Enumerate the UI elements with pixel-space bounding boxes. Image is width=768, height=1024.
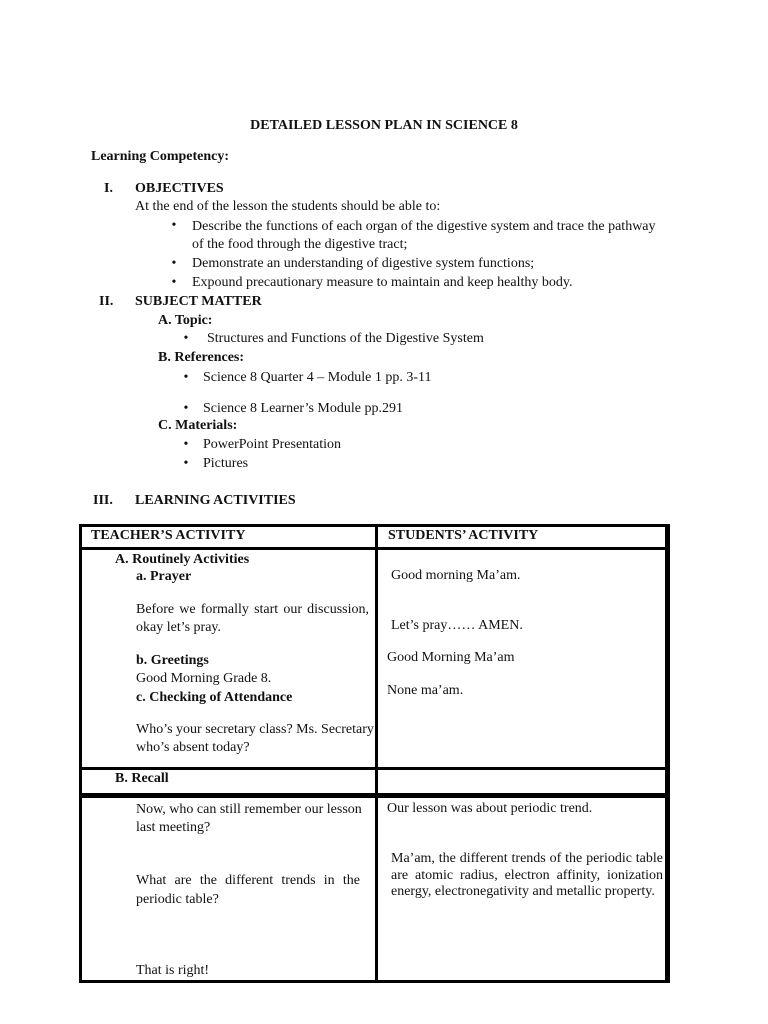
objective-item: Describe the functions of each organ of the digestive system and trace the pathway of the food through the digestive tract; (192, 219, 656, 252)
reference-item: Science 8 Quarter 4 – Module 1 pp. 3-11 (203, 370, 432, 385)
table-divider (79, 767, 670, 770)
materials-label: C. Materials: (158, 418, 238, 433)
teacher-header: TEACHER’S ACTIVITY (91, 528, 246, 543)
activities-number: III. (93, 493, 113, 508)
bullet-icon: • (183, 456, 189, 471)
table-divider (79, 793, 670, 798)
table-divider (665, 524, 668, 983)
routine-label: A. Routinely Activities (115, 552, 250, 567)
material-item: Pictures (203, 456, 249, 471)
attendance-label: c. Checking of Attendance (136, 690, 293, 705)
topic-item: Structures and Functions of the Digestive System (207, 331, 484, 346)
material-item: PowerPoint Presentation (203, 437, 342, 452)
prayer-text: Before we formally start our discussion, okay let’s pray. (136, 602, 369, 635)
competency-label: Learning Competency: (91, 149, 230, 164)
bullet-icon: • (183, 370, 189, 385)
bullet-icon: • (171, 218, 177, 233)
greetings-label: b. Greetings (136, 653, 209, 668)
table-divider (79, 547, 670, 550)
topic-label: A. Topic: (158, 313, 213, 328)
attendance-text: Who’s your secretary class? Ms. Secretary who’s absent today? (136, 722, 374, 755)
student-header: STUDENTS’ ACTIVITY (388, 528, 539, 543)
bullet-icon: • (183, 331, 189, 346)
recall-feedback: That is right! (136, 963, 210, 978)
student-response: Good Morning Ma’am (387, 650, 515, 665)
subject-number: II. (99, 294, 114, 309)
objectives-heading: OBJECTIVES (135, 181, 224, 196)
recall-label: B. Recall (115, 771, 169, 786)
activities-heading: LEARNING ACTIVITIES (135, 493, 296, 508)
student-response: None ma’am. (387, 683, 464, 698)
bullet-icon: • (183, 401, 189, 416)
greetings-text: Good Morning Grade 8. (136, 671, 272, 686)
page-title: DETAILED LESSON PLAN IN SCIENCE 8 (250, 118, 518, 133)
bullet-icon: • (171, 275, 177, 290)
reference-item: Science 8 Learner’s Module pp.291 (203, 401, 403, 416)
references-label: B. References: (158, 350, 245, 365)
bullet-icon: • (183, 437, 189, 452)
student-response: Ma’am, the different trends of the periodic table are atomic radius, electron affinity, ionization energy, electronegativity and metallic property. (391, 851, 663, 899)
objectives-intro: At the end of the lesson the students should be able to: (135, 199, 441, 214)
objectives-number: I. (104, 181, 113, 196)
prayer-label: a. Prayer (136, 569, 192, 584)
objective-item: Expound precautionary measure to maintain and keep healthy body. (192, 275, 573, 290)
subject-heading: SUBJECT MATTER (135, 294, 262, 309)
student-response: Our lesson was about periodic trend. (387, 801, 593, 816)
recall-question: What are the different trends in the periodic table? (136, 873, 360, 907)
student-response: Good morning Ma’am. (391, 568, 521, 583)
bullet-icon: • (171, 256, 177, 271)
student-response: Let’s pray…… AMEN. (391, 618, 523, 633)
recall-question: Now, who can still remember our lesson last meeting? (136, 802, 362, 835)
objective-item: Demonstrate an understanding of digestive system functions; (192, 256, 535, 271)
table-divider (375, 524, 378, 983)
